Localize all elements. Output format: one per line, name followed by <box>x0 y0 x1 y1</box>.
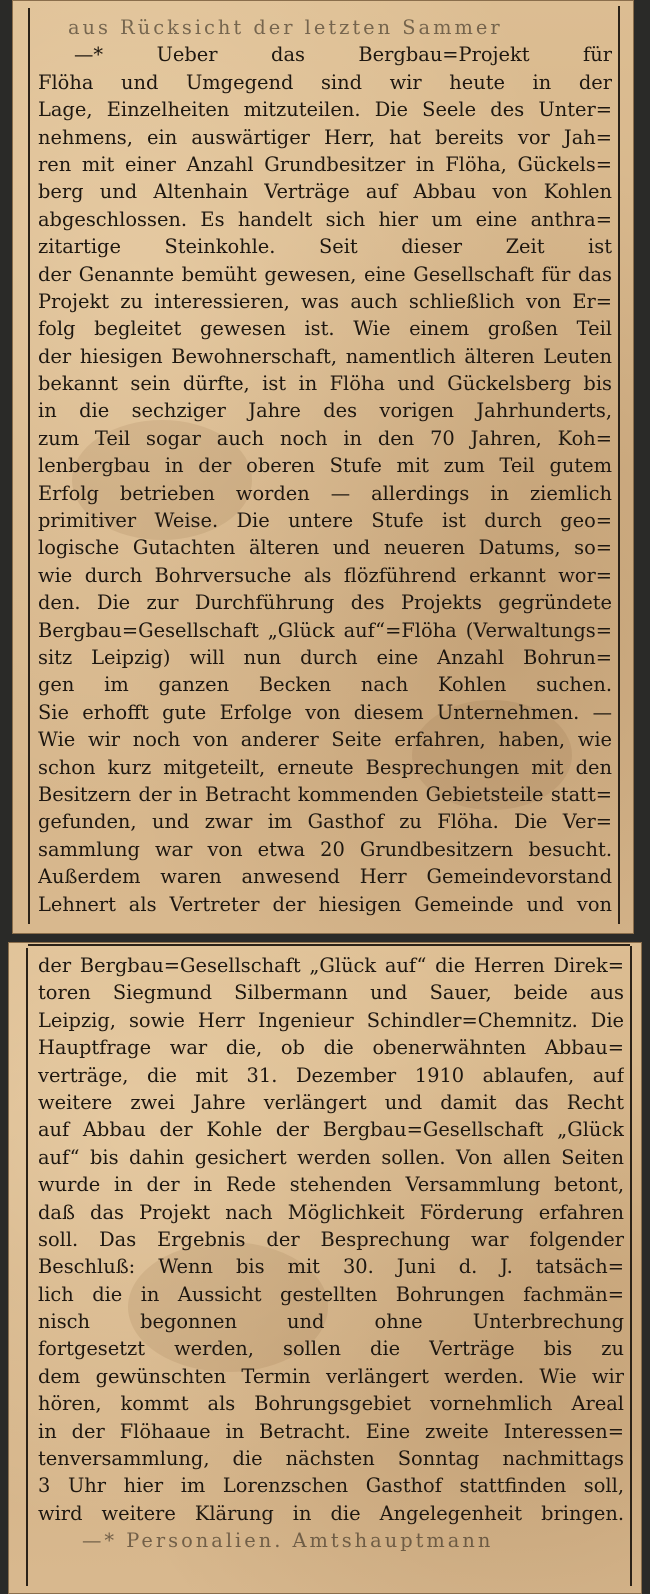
text-line: Sie erhofft gute Erfolge von diesem Unternehmen. — <box>38 700 612 724</box>
article-text-top <box>38 14 612 918</box>
text-line: daß das Projekt nach Möglichkeit Förderung erfahren <box>38 1200 624 1224</box>
text-line: schon kurz mitgeteilt, erneute Besprechungen mit den <box>38 755 612 779</box>
text-line: zum Teil sogar auch noch in den 70 Jahren, Koh= <box>38 426 612 450</box>
text-line: weitere zwei Jahre verlängert und damit das Recht <box>38 1090 624 1114</box>
text-line: tenversammlung, die nächsten Sonntag nachmittags <box>38 1447 624 1471</box>
text-line: abgeschlossen. Es handelt sich hier um eine anthra= <box>38 207 612 231</box>
text-line: den. Die zur Durchführung des Projekts gegründete <box>38 591 612 615</box>
text-line: primitiver Weise. Die untere Stufe ist durch geo= <box>38 509 612 533</box>
text-line: aus Rücksicht der letzten Sammer <box>68 16 503 39</box>
text-line: Hauptfrage war die, ob die obenerwähnten Abbau= <box>38 1036 624 1060</box>
text-line: wurde in der in Rede stehenden Versammlung betont, <box>38 1173 624 1197</box>
text-line: folg begleitet gewesen ist. Wie einem großen Teil <box>38 317 612 341</box>
newspaper-clipping-bottom <box>8 942 642 1594</box>
text-line: Leipzig, sowie Herr Ingenieur Schindler=Chemnitz. Die <box>38 1008 624 1032</box>
text-line: lenbergbau in der oberen Stufe mit zum Teil gutem <box>38 454 612 478</box>
column-rule-left <box>26 948 28 1586</box>
text-line: toren Siegmund Silbermann und Sauer, beide aus <box>38 981 624 1005</box>
text-line: der hiesigen Bewohnerschaft, namentlich älteren Leuten <box>38 344 612 368</box>
text-line: nisch begonnen und ohne Unterbrechung <box>38 1310 624 1334</box>
text-line: wird weitere Klärung in die Angelegenheit bringen. <box>38 1501 624 1525</box>
text-line: der Bergbau=Gesellschaft „Glück auf“ die Herren Direk= <box>38 954 624 977</box>
article-text-bottom <box>38 952 624 1555</box>
text-line: Erfolg betrieben worden — allerdings in ziemlich <box>38 481 612 505</box>
text-line: nehmens, ein auswärtiger Herr, hat bereits vor Jah= <box>38 125 612 149</box>
text-line: Wie wir noch von anderer Seite erfahren, haben, wie <box>38 728 612 752</box>
top-rule <box>28 944 630 946</box>
column-rule-left <box>28 8 30 924</box>
text-line: Lehnert als Vertreter der hiesigen Gemeinde und von <box>38 892 612 916</box>
newspaper-clipping-top <box>12 0 634 934</box>
text-line: dem gewünschten Termin verlängert werden. Wie wir <box>38 1364 624 1388</box>
text-line: ren mit einer Anzahl Grundbesitzer in Flöha, Gückels= <box>38 152 612 176</box>
text-line: verträge, die mit 31. Dezember 1910 ablaufen, auf <box>38 1063 624 1087</box>
text-line: zitartige Steinkohle. Seit dieser Zeit ist <box>38 235 612 259</box>
text-line: sitz Leipzig) will nun durch eine Anzahl Bohrun= <box>38 645 612 669</box>
text-line: Bergbau=Gesellschaft „Glück auf“=Flöha (Verwaltungs= <box>38 618 612 642</box>
text-line: gefunden, und zwar im Gasthof zu Flöha. Die Ver= <box>38 810 612 834</box>
text-line: wie durch Bohrversuche als flözführend erkannt wor= <box>38 563 612 587</box>
text-line: in der Flöhaaue in Betracht. Eine zweite Interessen= <box>38 1419 624 1443</box>
text-line: berg und Altenhain Verträge auf Abbau von Kohlen <box>38 180 612 204</box>
text-line: sammlung war von etwa 20 Grundbesitzern besucht. <box>38 837 612 861</box>
text-line: Flöha und Umgegend sind wir heute in der <box>38 70 612 94</box>
text-line: hören, kommt als Bohrungsgebiet vornehmlich Areal <box>38 1392 624 1416</box>
text-line: gen im ganzen Becken nach Kohlen suchen. <box>38 673 612 697</box>
column-rule-right <box>618 6 620 924</box>
text-line: Besitzern der in Betracht kommenden Gebietsteile statt= <box>38 782 612 806</box>
text-line: lich die in Aussicht gestellten Bohrungen fachmän= <box>38 1282 624 1306</box>
text-line: auf“ bis dahin gesichert werden sollen. Von allen Seiten <box>38 1145 624 1169</box>
text-line: Lage, Einzelheiten mitzuteilen. Die Seele des Unter= <box>38 98 612 122</box>
text-line: —* Ueber das Bergbau=Projekt für <box>74 43 612 67</box>
text-line: auf Abbau der Kohle der Bergbau=Gesellschaft „Glück <box>38 1118 624 1142</box>
text-line: in die sechziger Jahre des vorigen Jahrhunderts, <box>38 399 612 423</box>
text-line: 3 Uhr hier im Lorenzschen Gasthof stattfinden soll, <box>38 1474 624 1498</box>
text-line: Beschluß: Wenn bis mit 30. Juni d. J. tatsäch= <box>38 1255 624 1279</box>
text-line: soll. Das Ergebnis der Besprechung war folgender <box>38 1227 624 1251</box>
text-line: Projekt zu interessieren, was auch schließlich von Er= <box>38 289 612 313</box>
text-line: der Genannte bemüht gewesen, eine Gesellschaft für das <box>38 262 612 286</box>
text-line: Außerdem waren anwesend Herr Gemeindevorstand <box>38 865 612 889</box>
text-line: —* Personalien. Amtshauptmann <box>82 1529 494 1553</box>
text-line: logische Gutachten älteren und neueren Datums, so= <box>38 536 612 560</box>
column-rule-right <box>630 946 632 1586</box>
text-line: fortgesetzt werden, sollen die Verträge bis zu <box>38 1337 624 1361</box>
text-line: bekannt sein dürfte, ist in Flöha und Gückelsberg bis <box>38 372 612 396</box>
